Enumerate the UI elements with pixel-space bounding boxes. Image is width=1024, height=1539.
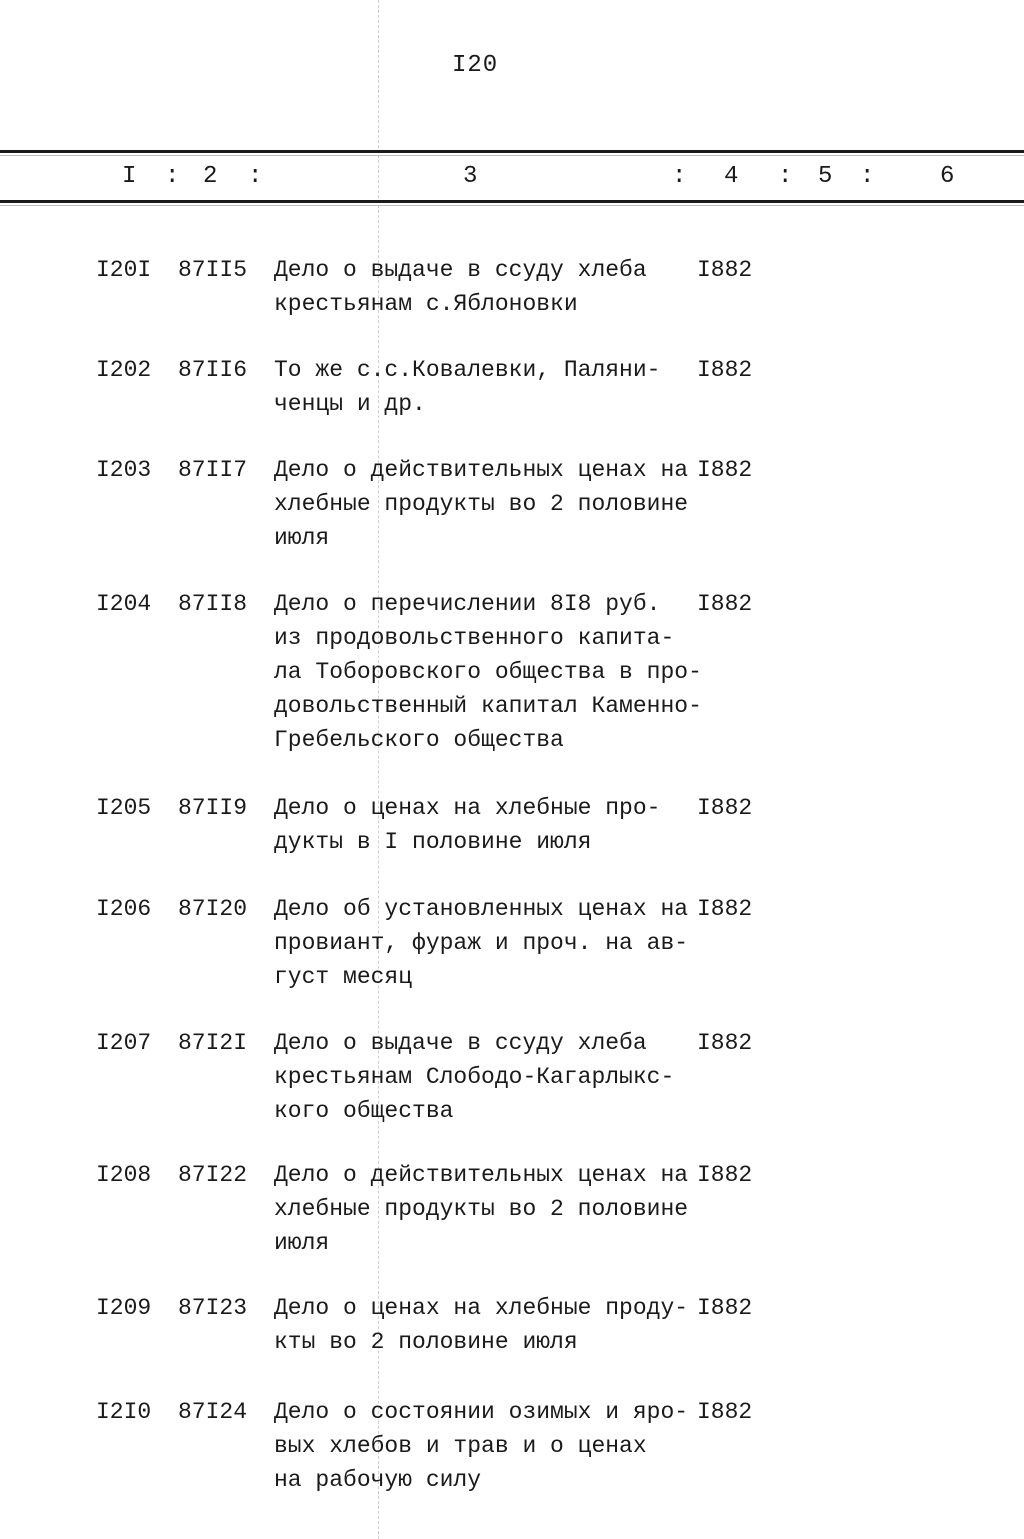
record-title bbox=[274, 791, 694, 859]
record-year: I882 bbox=[697, 1295, 753, 1321]
record-title-line: Дело о перечислении 8I8 руб. bbox=[274, 591, 661, 617]
record-title-line: на рабочую силу bbox=[274, 1467, 482, 1493]
record-title bbox=[274, 1291, 694, 1359]
record-title-line: густ месяц bbox=[274, 964, 413, 990]
record-title bbox=[274, 1026, 694, 1128]
record-title-line: хлебные продукты во 2 половине bbox=[274, 491, 689, 517]
record-title-line: кты во 2 половине июля bbox=[274, 1329, 578, 1355]
record-number: I207 bbox=[96, 1030, 152, 1056]
record-file-number: 87II8 bbox=[178, 591, 248, 617]
record-title-line: Гребельского общества bbox=[274, 727, 564, 753]
record-title bbox=[274, 253, 694, 321]
record-title-line: ла Тоборовского общества в про- bbox=[274, 659, 702, 685]
record-file-number: 87I24 bbox=[178, 1399, 248, 1425]
record-number: I202 bbox=[96, 357, 152, 383]
record-year: I882 bbox=[697, 1162, 753, 1188]
record-title bbox=[274, 587, 702, 757]
record-file-number: 87I2I bbox=[178, 1030, 248, 1056]
record-title-line: провиант, фураж и проч. на ав- bbox=[274, 930, 689, 956]
record-file-number: 87I23 bbox=[178, 1295, 248, 1321]
record-number: I205 bbox=[96, 795, 152, 821]
record-title-line: Дело о действительных ценах на bbox=[274, 1162, 689, 1188]
record-title-line: Дело о состоянии озимых и яро- bbox=[274, 1399, 689, 1425]
column-header-5: 5 bbox=[818, 163, 833, 190]
record-file-number: 87I22 bbox=[178, 1162, 248, 1188]
record-title bbox=[274, 1395, 694, 1497]
record-file-number: 87II5 bbox=[178, 257, 248, 283]
column-separator: : bbox=[778, 163, 793, 190]
column-header-row bbox=[0, 163, 1024, 195]
column-separator: : bbox=[248, 163, 263, 190]
record-file-number: 87I20 bbox=[178, 896, 248, 922]
record-year: I882 bbox=[697, 896, 753, 922]
column-header-2: 2 bbox=[203, 163, 218, 190]
record-file-number: 87II7 bbox=[178, 457, 248, 483]
record-year: I882 bbox=[697, 257, 753, 283]
record-title-line: кого общества bbox=[274, 1098, 454, 1124]
column-header-1: I bbox=[122, 163, 137, 190]
record-title-line: июля bbox=[274, 1230, 330, 1256]
record-title bbox=[274, 1158, 694, 1260]
header-top-rule bbox=[0, 150, 1024, 153]
record-title-line: Дело о выдаче в ссуду хлеба bbox=[274, 257, 647, 283]
record-title-line: То же с.с.Ковалевки, Паляни- bbox=[274, 357, 661, 383]
column-separator: : bbox=[672, 163, 687, 190]
record-year: I882 bbox=[697, 457, 753, 483]
column-separator: : bbox=[860, 163, 875, 190]
column-header-4: 4 bbox=[724, 163, 739, 190]
record-title-line: крестьянам Слободо-Кагарлыкс- bbox=[274, 1064, 675, 1090]
header-bottom-rule bbox=[0, 200, 1024, 203]
column-header-3: 3 bbox=[463, 163, 478, 190]
record-number: I206 bbox=[96, 896, 152, 922]
record-year: I882 bbox=[697, 357, 753, 383]
record-title-line: довольственный капитал Каменно- bbox=[274, 693, 702, 719]
record-title bbox=[274, 892, 694, 994]
record-year: I882 bbox=[697, 1030, 753, 1056]
record-title-line: хлебные продукты во 2 половине bbox=[274, 1196, 689, 1222]
record-title-line: Дело о выдаче в ссуду хлеба bbox=[274, 1030, 647, 1056]
record-number: I203 bbox=[96, 457, 152, 483]
record-number: I208 bbox=[96, 1162, 152, 1188]
record-file-number: 87II9 bbox=[178, 795, 248, 821]
record-title-line: Дело о ценах на хлебные проду- bbox=[274, 1295, 689, 1321]
record-year: I882 bbox=[697, 591, 753, 617]
page-number: I20 bbox=[452, 52, 499, 79]
record-title-line: Дело об установленных ценах на bbox=[274, 896, 689, 922]
column-header-6: 6 bbox=[940, 163, 955, 190]
record-title-line: Дело о ценах на хлебные про- bbox=[274, 795, 661, 821]
record-title-line: крестьянам с.Яблоновки bbox=[274, 291, 578, 317]
record-number: I2I0 bbox=[96, 1399, 152, 1425]
header-bottom-rule-shadow bbox=[0, 205, 1024, 206]
record-title-line: вых хлебов и трав и о ценах bbox=[274, 1433, 647, 1459]
record-title-line: из продовольственного капита- bbox=[274, 625, 675, 651]
record-title bbox=[274, 353, 694, 421]
record-year: I882 bbox=[697, 1399, 753, 1425]
column-separator: : bbox=[165, 163, 180, 190]
record-number: I204 bbox=[96, 591, 152, 617]
record-title-line: ченцы и др. bbox=[274, 391, 426, 417]
record-title-line: Дело о действительных ценах на bbox=[274, 457, 689, 483]
header-top-rule-shadow bbox=[0, 155, 1024, 156]
record-title-line: июля bbox=[274, 525, 330, 551]
record-title bbox=[274, 453, 694, 555]
record-year: I882 bbox=[697, 795, 753, 821]
record-number: I20I bbox=[96, 257, 152, 283]
record-number: I209 bbox=[96, 1295, 152, 1321]
record-file-number: 87II6 bbox=[178, 357, 248, 383]
record-title-line: дукты в I половине июля bbox=[274, 829, 592, 855]
